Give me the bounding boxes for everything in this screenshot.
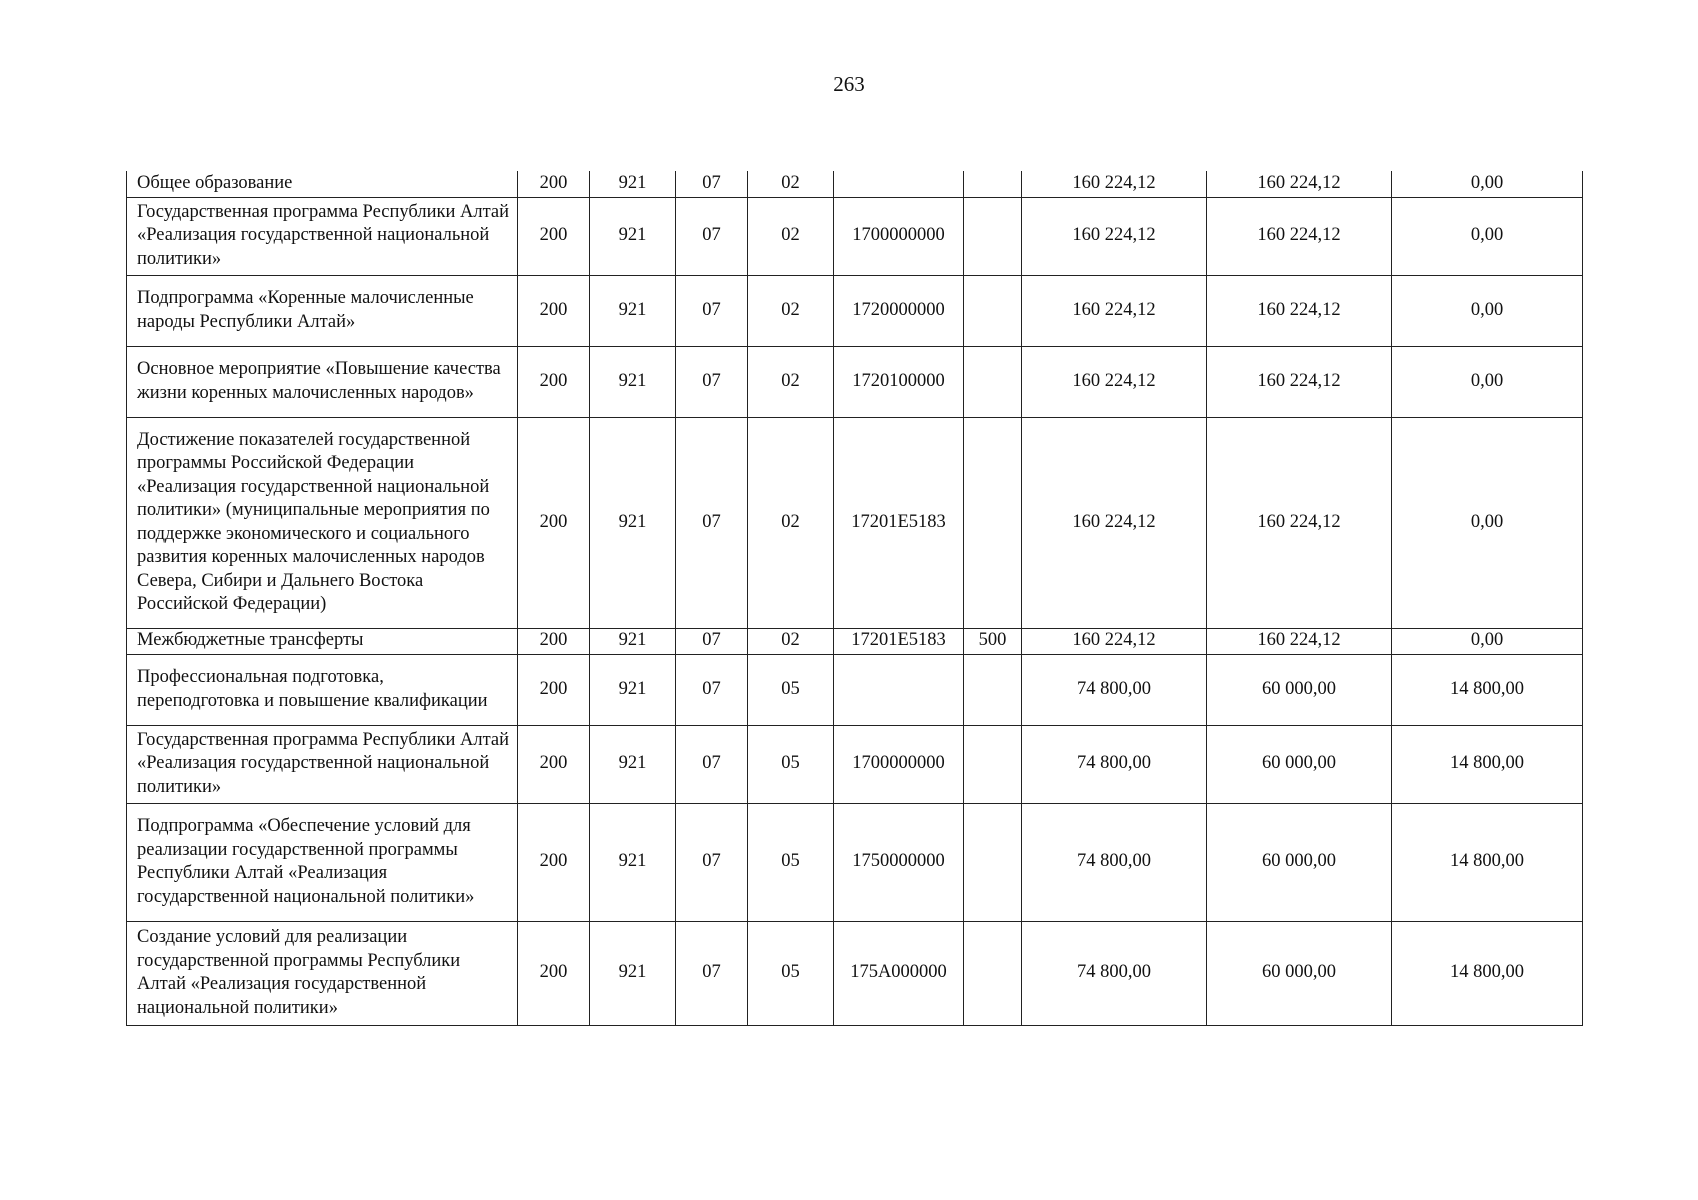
table-row xyxy=(127,921,1583,1025)
expense-type-cell xyxy=(964,803,1022,921)
section-cell: 07 xyxy=(676,725,748,803)
ministry-code-cell: 921 xyxy=(590,197,676,275)
table-row xyxy=(127,171,1583,197)
item-name-cell: Подпрограмма «Обеспечение условий для реализации государственной программы Республики Алтай «Реализация государственной национальной политики» xyxy=(127,803,518,921)
ministry-code-cell: 921 xyxy=(590,417,676,628)
item-name-cell: Подпрограмма «Коренные малочисленные народы Республики Алтай» xyxy=(127,275,518,346)
subsection-cell: 02 xyxy=(748,275,834,346)
amount-approved-cell: 160 224,12 xyxy=(1022,346,1207,417)
target-article-cell: 17201E5183 xyxy=(834,628,964,654)
subsection-cell: 02 xyxy=(748,171,834,197)
amount-difference-cell: 0,00 xyxy=(1392,197,1583,275)
amount-executed-cell: 60 000,00 xyxy=(1207,921,1392,1025)
item-name-cell: Государственная программа Республики Алтай «Реализация государственной национальной политики» xyxy=(127,725,518,803)
section-cell: 07 xyxy=(676,921,748,1025)
amount-approved-cell: 74 800,00 xyxy=(1022,654,1207,725)
amount-executed-cell: 160 224,12 xyxy=(1207,275,1392,346)
table-row xyxy=(127,417,1583,628)
item-name-cell: Межбюджетные трансферты xyxy=(127,628,518,654)
amount-executed-cell: 160 224,12 xyxy=(1207,197,1392,275)
section-cell: 07 xyxy=(676,654,748,725)
code-cell: 200 xyxy=(518,725,590,803)
subsection-cell: 05 xyxy=(748,725,834,803)
amount-executed-cell: 160 224,12 xyxy=(1207,417,1392,628)
expense-type-cell xyxy=(964,654,1022,725)
item-name-cell: Достижение показателей государственной программы Российской Федерации «Реализация государственной национальной политики» (муниципальные мероприятия по поддержке экономического и социального развития коренных малочисленных народов Севера, Сибири и Дальнего Востока Российской Федерации) xyxy=(127,417,518,628)
ministry-code-cell: 921 xyxy=(590,921,676,1025)
code-cell: 200 xyxy=(518,803,590,921)
code-cell: 200 xyxy=(518,417,590,628)
target-article-cell: 1720100000 xyxy=(834,346,964,417)
target-article-cell: 1750000000 xyxy=(834,803,964,921)
budget-table xyxy=(126,171,1583,1026)
table-row xyxy=(127,803,1583,921)
expense-type-cell xyxy=(964,725,1022,803)
ministry-code-cell: 921 xyxy=(590,171,676,197)
item-name-cell: Создание условий для реализации государственной программы Республики Алтай «Реализация государственной национальной политики» xyxy=(127,921,518,1025)
target-article-cell: 175А000000 xyxy=(834,921,964,1025)
page-number: 263 xyxy=(833,72,865,96)
amount-approved-cell: 160 224,12 xyxy=(1022,417,1207,628)
amount-difference-cell: 0,00 xyxy=(1392,346,1583,417)
amount-difference-cell: 14 800,00 xyxy=(1392,803,1583,921)
amount-approved-cell: 74 800,00 xyxy=(1022,803,1207,921)
section-cell: 07 xyxy=(676,803,748,921)
ministry-code-cell: 921 xyxy=(590,803,676,921)
subsection-cell: 05 xyxy=(748,921,834,1025)
amount-executed-cell: 160 224,12 xyxy=(1207,628,1392,654)
target-article-cell xyxy=(834,654,964,725)
amount-difference-cell: 14 800,00 xyxy=(1392,725,1583,803)
amount-difference-cell: 0,00 xyxy=(1392,417,1583,628)
expense-type-cell xyxy=(964,275,1022,346)
expense-type-cell xyxy=(964,417,1022,628)
subsection-cell: 02 xyxy=(748,417,834,628)
section-cell: 07 xyxy=(676,346,748,417)
target-article-cell: 1700000000 xyxy=(834,725,964,803)
amount-approved-cell: 160 224,12 xyxy=(1022,275,1207,346)
table-row xyxy=(127,725,1583,803)
subsection-cell: 02 xyxy=(748,628,834,654)
table-row xyxy=(127,628,1583,654)
ministry-code-cell: 921 xyxy=(590,654,676,725)
code-cell: 200 xyxy=(518,654,590,725)
ministry-code-cell: 921 xyxy=(590,275,676,346)
amount-approved-cell: 74 800,00 xyxy=(1022,921,1207,1025)
target-article-cell xyxy=(834,171,964,197)
amount-difference-cell: 0,00 xyxy=(1392,275,1583,346)
section-cell: 07 xyxy=(676,171,748,197)
item-name-cell: Общее образование xyxy=(127,171,518,197)
expense-type-cell xyxy=(964,921,1022,1025)
subsection-cell: 05 xyxy=(748,803,834,921)
amount-approved-cell: 160 224,12 xyxy=(1022,197,1207,275)
amount-difference-cell: 14 800,00 xyxy=(1392,921,1583,1025)
amount-executed-cell: 60 000,00 xyxy=(1207,654,1392,725)
expense-type-cell xyxy=(964,197,1022,275)
subsection-cell: 05 xyxy=(748,654,834,725)
section-cell: 07 xyxy=(676,275,748,346)
subsection-cell: 02 xyxy=(748,197,834,275)
amount-executed-cell: 160 224,12 xyxy=(1207,346,1392,417)
expense-type-cell xyxy=(964,346,1022,417)
amount-approved-cell: 74 800,00 xyxy=(1022,725,1207,803)
table-row xyxy=(127,275,1583,346)
item-name-cell: Основное мероприятие «Повышение качества жизни коренных малочисленных народов» xyxy=(127,346,518,417)
subsection-cell: 02 xyxy=(748,346,834,417)
code-cell: 200 xyxy=(518,921,590,1025)
target-article-cell: 1700000000 xyxy=(834,197,964,275)
code-cell: 200 xyxy=(518,171,590,197)
target-article-cell: 1720000000 xyxy=(834,275,964,346)
amount-executed-cell: 60 000,00 xyxy=(1207,803,1392,921)
amount-approved-cell: 160 224,12 xyxy=(1022,171,1207,197)
code-cell: 200 xyxy=(518,346,590,417)
amount-approved-cell: 160 224,12 xyxy=(1022,628,1207,654)
code-cell: 200 xyxy=(518,197,590,275)
amount-difference-cell: 14 800,00 xyxy=(1392,654,1583,725)
code-cell: 200 xyxy=(518,275,590,346)
table-row xyxy=(127,654,1583,725)
amount-difference-cell: 0,00 xyxy=(1392,628,1583,654)
section-cell: 07 xyxy=(676,417,748,628)
ministry-code-cell: 921 xyxy=(590,725,676,803)
table-row xyxy=(127,346,1583,417)
target-article-cell: 17201E5183 xyxy=(834,417,964,628)
expense-type-cell: 500 xyxy=(964,628,1022,654)
ministry-code-cell: 921 xyxy=(590,346,676,417)
section-cell: 07 xyxy=(676,197,748,275)
code-cell: 200 xyxy=(518,628,590,654)
amount-difference-cell: 0,00 xyxy=(1392,171,1583,197)
table-row xyxy=(127,197,1583,275)
item-name-cell: Государственная программа Республики Алтай «Реализация государственной национальной политики» xyxy=(127,197,518,275)
section-cell: 07 xyxy=(676,628,748,654)
amount-executed-cell: 60 000,00 xyxy=(1207,725,1392,803)
item-name-cell: Профессиональная подготовка, переподготовка и повышение квалификации xyxy=(127,654,518,725)
ministry-code-cell: 921 xyxy=(590,628,676,654)
amount-executed-cell: 160 224,12 xyxy=(1207,171,1392,197)
expense-type-cell xyxy=(964,171,1022,197)
